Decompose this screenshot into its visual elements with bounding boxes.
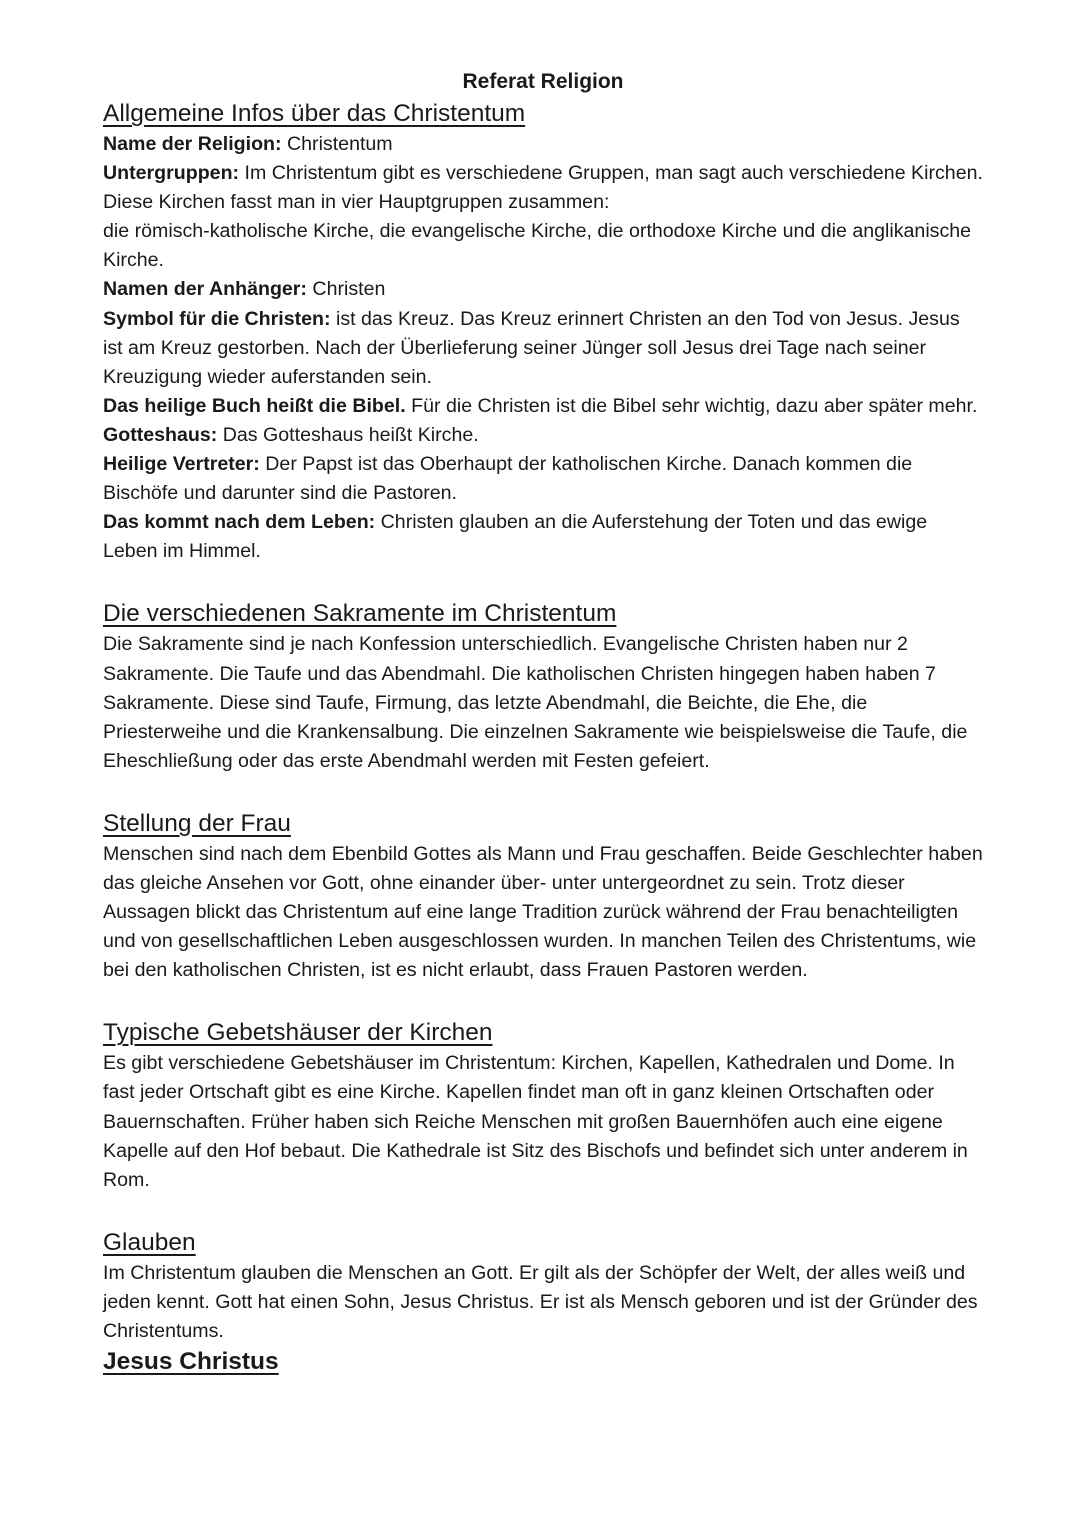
document-title: Referat Religion: [462, 70, 624, 93]
subgroups-label: Untergruppen:: [103, 162, 240, 185]
heading-role-of-women: Stellung der Frau: [103, 809, 291, 837]
representatives-value: Der Papst ist das Oberhaupt der katholischen Kirche. Danach kommen die Bischöfe und darunter sind die Pastoren.: [103, 453, 913, 505]
house-of-god-label: Gotteshaus:: [103, 423, 218, 446]
representatives-line: [103, 450, 983, 508]
holy-book-label: Das heilige Buch heißt die Bibel.: [103, 394, 406, 417]
heading-general-info: Allgemeine Infos über das Christentum: [103, 100, 526, 127]
heading-faith: Glauben: [103, 1228, 196, 1256]
section-spacer: [103, 776, 983, 808]
holy-book-line: [103, 392, 983, 421]
subgroups-line: [103, 159, 983, 217]
house-of-god-line: [103, 421, 983, 450]
followers-label: Namen der Anhänger:: [103, 278, 307, 301]
symbol-line: [103, 305, 983, 392]
followers-line: [103, 275, 983, 304]
sacraments-text: Die Sakramente sind je nach Konfession unterschiedlich. Evangelische Christen haben nur 2 Sakramente. Die Taufe und das Abendmahl. Die katholischen Christen hingegen haben haben 7 Sakramente. Diese sind Taufe, Firmung, das letzte Abendmahl, die Beichte, die Ehe, die Priesterweihe und die Krankensalbung. Die einzelnen Sakramente wie beispielsweise die Taufe, die Eheschließung oder das erste Abendmahl werden mit Festen gefeiert.: [103, 633, 968, 772]
heading-prayer-houses: Typische Gebetshäuser der Kirchen: [103, 1019, 493, 1047]
section-spacer: [103, 566, 983, 598]
afterlife-value: Christen glauben an die Auferstehung der Toten und das ewige Leben im Himmel.: [103, 511, 928, 563]
subgroups-list: die römisch-katholische Kirche, die evangelische Kirche, die orthodoxe Kirche und die anglikanische Kirche.: [103, 220, 972, 272]
religion-name-line: [103, 130, 983, 159]
role-of-women-text: Menschen sind nach dem Ebenbild Gottes als Mann und Frau geschaffen. Beide Geschlechter haben das gleiche Ansehen vor Gott, ohne einander über- unter untergeordnet zu sein. Trotz dieser Aussagen blickt das Christentum auf eine lange Tradition zurück während der Frau benachteiligten und von gesellschaftlichen Leben ausgeschlossen wurden. In manchen Teilen des Christentums, wie bei den katholischen Christen, ist es nicht erlaubt, dass Frauen Pastoren werden.: [103, 842, 983, 982]
prayer-houses-text: Es gibt verschiedene Gebetshäuser im Christentum: Kirchen, Kapellen, Kathedralen und Dome. In fast jeder Ortschaft gibt es eine Kirche. Kapellen findet man oft in ganz kleinen Ortschaften oder Bauernschaften. Früher haben sich Reiche Menschen mit großen Bauernhöfen auch eine eigene Kapelle auf den Hof bebaut. Die Kathedrale ist Sitz des Bischofs und befindet sich unter anderem in Rom.: [103, 1052, 968, 1191]
holy-book-value: Für die Christen ist die Bibel sehr wichtig, dazu aber später mehr.: [405, 394, 978, 417]
heading-jesus-christ: Jesus Christus: [103, 1348, 279, 1376]
document-page: [103, 66, 983, 1378]
symbol-label: Symbol für die Christen:: [103, 307, 331, 330]
faith-text: Im Christentum glauben die Menschen an Gott. Er gilt als der Schöpfer der Welt, der alles weiß und jeden kennt. Gott hat einen Sohn, Jesus Christus. Er ist als Mensch geboren und ist der Gründer des Christentums.: [103, 1261, 978, 1342]
afterlife-label: Das kommt nach dem Leben:: [103, 511, 376, 534]
house-of-god-value: Das Gotteshaus heißt Kirche.: [217, 423, 479, 446]
religion-name-label: Name der Religion:: [103, 133, 282, 155]
representatives-label: Heilige Vertreter:: [103, 453, 260, 476]
afterlife-line: [103, 508, 983, 566]
subgroups-value: Im Christentum gibt es verschiedene Gruppen, man sagt auch verschiedene Kirchen. Diese Kirchen fasst man in vier Hauptgruppen zusammen:: [103, 162, 983, 214]
followers-value: Christen: [306, 278, 386, 301]
symbol-value: ist das Kreuz. Das Kreuz erinnert Christen an den Tod von Jesus. Jesus ist am Kreuz gestorben. Nach der Überlieferung seiner Jünger soll Jesus drei Tage nach seiner Kreuzigung wieder auferstanden sein.: [103, 307, 960, 388]
heading-sacraments: Die verschiedenen Sakramente im Christentum: [103, 600, 617, 628]
religion-name-value: Christentum: [281, 133, 393, 155]
section-spacer: [103, 985, 983, 1017]
section-spacer: [103, 1195, 983, 1227]
